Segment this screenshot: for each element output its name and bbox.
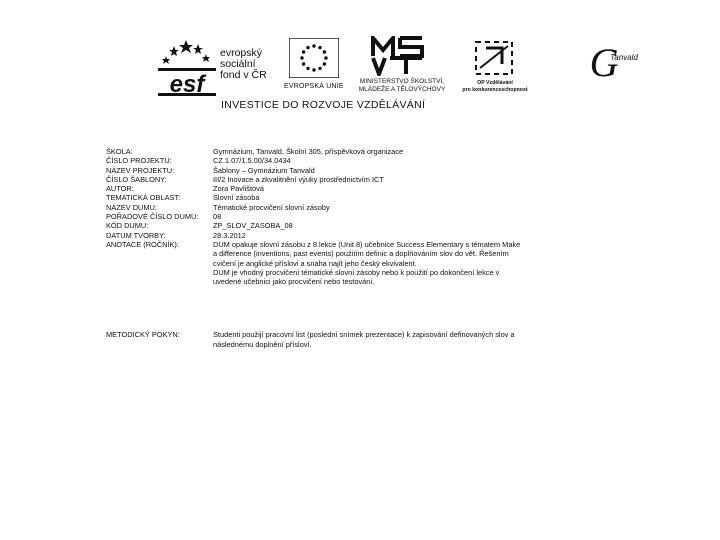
metadata-field-row (106, 156, 626, 165)
metadata-field-value-line: DUM opakuje slovní zásobu z 8.lekce (Unit 8) učebnice Success Elementary s tématem Make (213, 239, 521, 249)
metadata-field-label: POŘADOVÉ ČÍSLO DUMU: (106, 212, 199, 222)
op-logo-line-1: OP Vzdělávání (477, 80, 513, 86)
eu-flag-icon (289, 38, 339, 78)
metadata-field-row (106, 221, 626, 230)
metadata-field-label: ANOTACE (ROČNÍK): (106, 239, 179, 249)
method-note-value (213, 330, 603, 349)
metadata-field-row (106, 147, 626, 156)
metadata-field-value-line: Tématické procvičení slovní zásoby (213, 202, 330, 212)
metadata-field-value-line: DUM je vhodný procvičení tématické slovní zásoby nebo k použití po dokončení lekce v (213, 267, 500, 277)
school-logo-caption: Tanvald (610, 53, 638, 62)
metadata-field-row (106, 193, 626, 202)
school-logo (590, 40, 638, 88)
metadata-field-value (213, 193, 603, 202)
metadata-field-value (213, 156, 603, 165)
metadata-field-row (106, 212, 626, 221)
metadata-field-row (106, 166, 626, 175)
op-logo-mark (472, 38, 516, 78)
msmt-logo-mark (370, 36, 426, 76)
metadata-field-label: NÁZEV DUMU: (106, 202, 157, 212)
metadata-field-row (106, 240, 626, 286)
esf-logo-text (220, 48, 267, 81)
method-note-value-line: následnému doplnění přísloví. (213, 339, 312, 349)
method-note-label: METODICKÝ POKYN: (106, 330, 180, 340)
metadata-field-value (213, 212, 603, 221)
metadata-field-row (106, 175, 626, 184)
metadata-field-label: KÓD DUMU: (106, 221, 149, 231)
esf-text-line-1: evropský (220, 47, 263, 59)
metadata-field-value (213, 175, 603, 184)
op-logo (456, 38, 532, 98)
esf-text-line-2: sociální (220, 58, 256, 70)
document-metadata (106, 147, 626, 349)
school-logo-mark (590, 40, 638, 88)
metadata-field-label: ČÍSLO PROJEKTU: (106, 156, 172, 166)
esf-logo (158, 38, 278, 98)
logo-header (0, 0, 720, 125)
method-note-row (106, 330, 626, 349)
metadata-field-value-line: CZ.1.07/1.5.00/34.0434 (213, 156, 291, 166)
metadata-field-value-line: Zora Pavlištová (213, 184, 264, 194)
svg-text:esf: esf (169, 71, 205, 96)
msmt-logo-line-2: MLÁDEŽE A TĚLOVÝCHOVY (358, 86, 446, 93)
investment-banner: INVESTICE DO ROZVOJE VZDĚLÁVÁNÍ (221, 99, 426, 111)
eu-logo-label: EVROPSKÁ UNIE (284, 83, 344, 90)
metadata-field-value-line: III/2 Inovace a zkvalitnění výuky prostřednictvím ICT (213, 174, 384, 184)
school-logo-glyph: G (590, 40, 619, 85)
metadata-field-value-line: Slovní zásoba (213, 193, 260, 203)
metadata-field-label: AUTOR: (106, 184, 134, 194)
metadata-field-value-line: Gymnázium, Tanvald, Školní 305, příspěvková organizace (213, 147, 404, 156)
metadata-field-value (213, 184, 603, 193)
metadata-field-value (213, 147, 603, 156)
esf-text-line-3: fond v ČR (220, 69, 267, 81)
metadata-field-value (213, 221, 603, 230)
op-logo-line-2: pro konkurenceschopnost (462, 87, 528, 93)
metadata-field-label: ŠKOLA: (106, 147, 133, 156)
metadata-field-value-line: 08 (213, 212, 222, 222)
metadata-field-value (213, 240, 603, 286)
metadata-field-value-line: 28.3.2012 (213, 230, 246, 240)
metadata-field-label: NÁZEV PROJEKTU: (106, 165, 175, 175)
metadata-field-label: TEMATICKÁ OBLAST: (106, 193, 181, 203)
metadata-field-value (213, 203, 603, 212)
metadata-field-value (213, 231, 603, 240)
metadata-field-row (106, 231, 626, 240)
method-note-value-line: Studenti použijí pracovní list (poslední snímek prezentace) k zapisování definovaných slov a (213, 330, 515, 340)
metadata-field-value-line: Šablony – Gymnázium Tanvald (213, 165, 315, 175)
metadata-field-label: DATUM TVORBY: (106, 230, 166, 240)
msmt-logo-line-1: MINISTERSTVO ŠKOLSTVÍ, (359, 78, 445, 85)
esf-logo-mark (158, 38, 216, 96)
metadata-field-value (213, 166, 603, 175)
metadata-field-value-line: ZP_SLOV_ZASOBA_08 (213, 221, 293, 231)
eu-logo (284, 38, 346, 98)
metadata-field-label: ČÍSLO ŠABLONY: (106, 174, 167, 184)
metadata-field-value-line: a difference (inventions, past events) použitím definic a doplňováním slov do vět. Řešením (213, 249, 509, 259)
metadata-field-row (106, 184, 626, 193)
metadata-field-row (106, 203, 626, 212)
msmt-logo (342, 36, 460, 98)
metadata-field-value-line: uvedené učebnici jako procvičení nebo testování. (213, 277, 375, 287)
metadata-field-value-line: cvičení je anglické příslovi a snaha najít jeho český ekvivalent. (213, 258, 417, 268)
